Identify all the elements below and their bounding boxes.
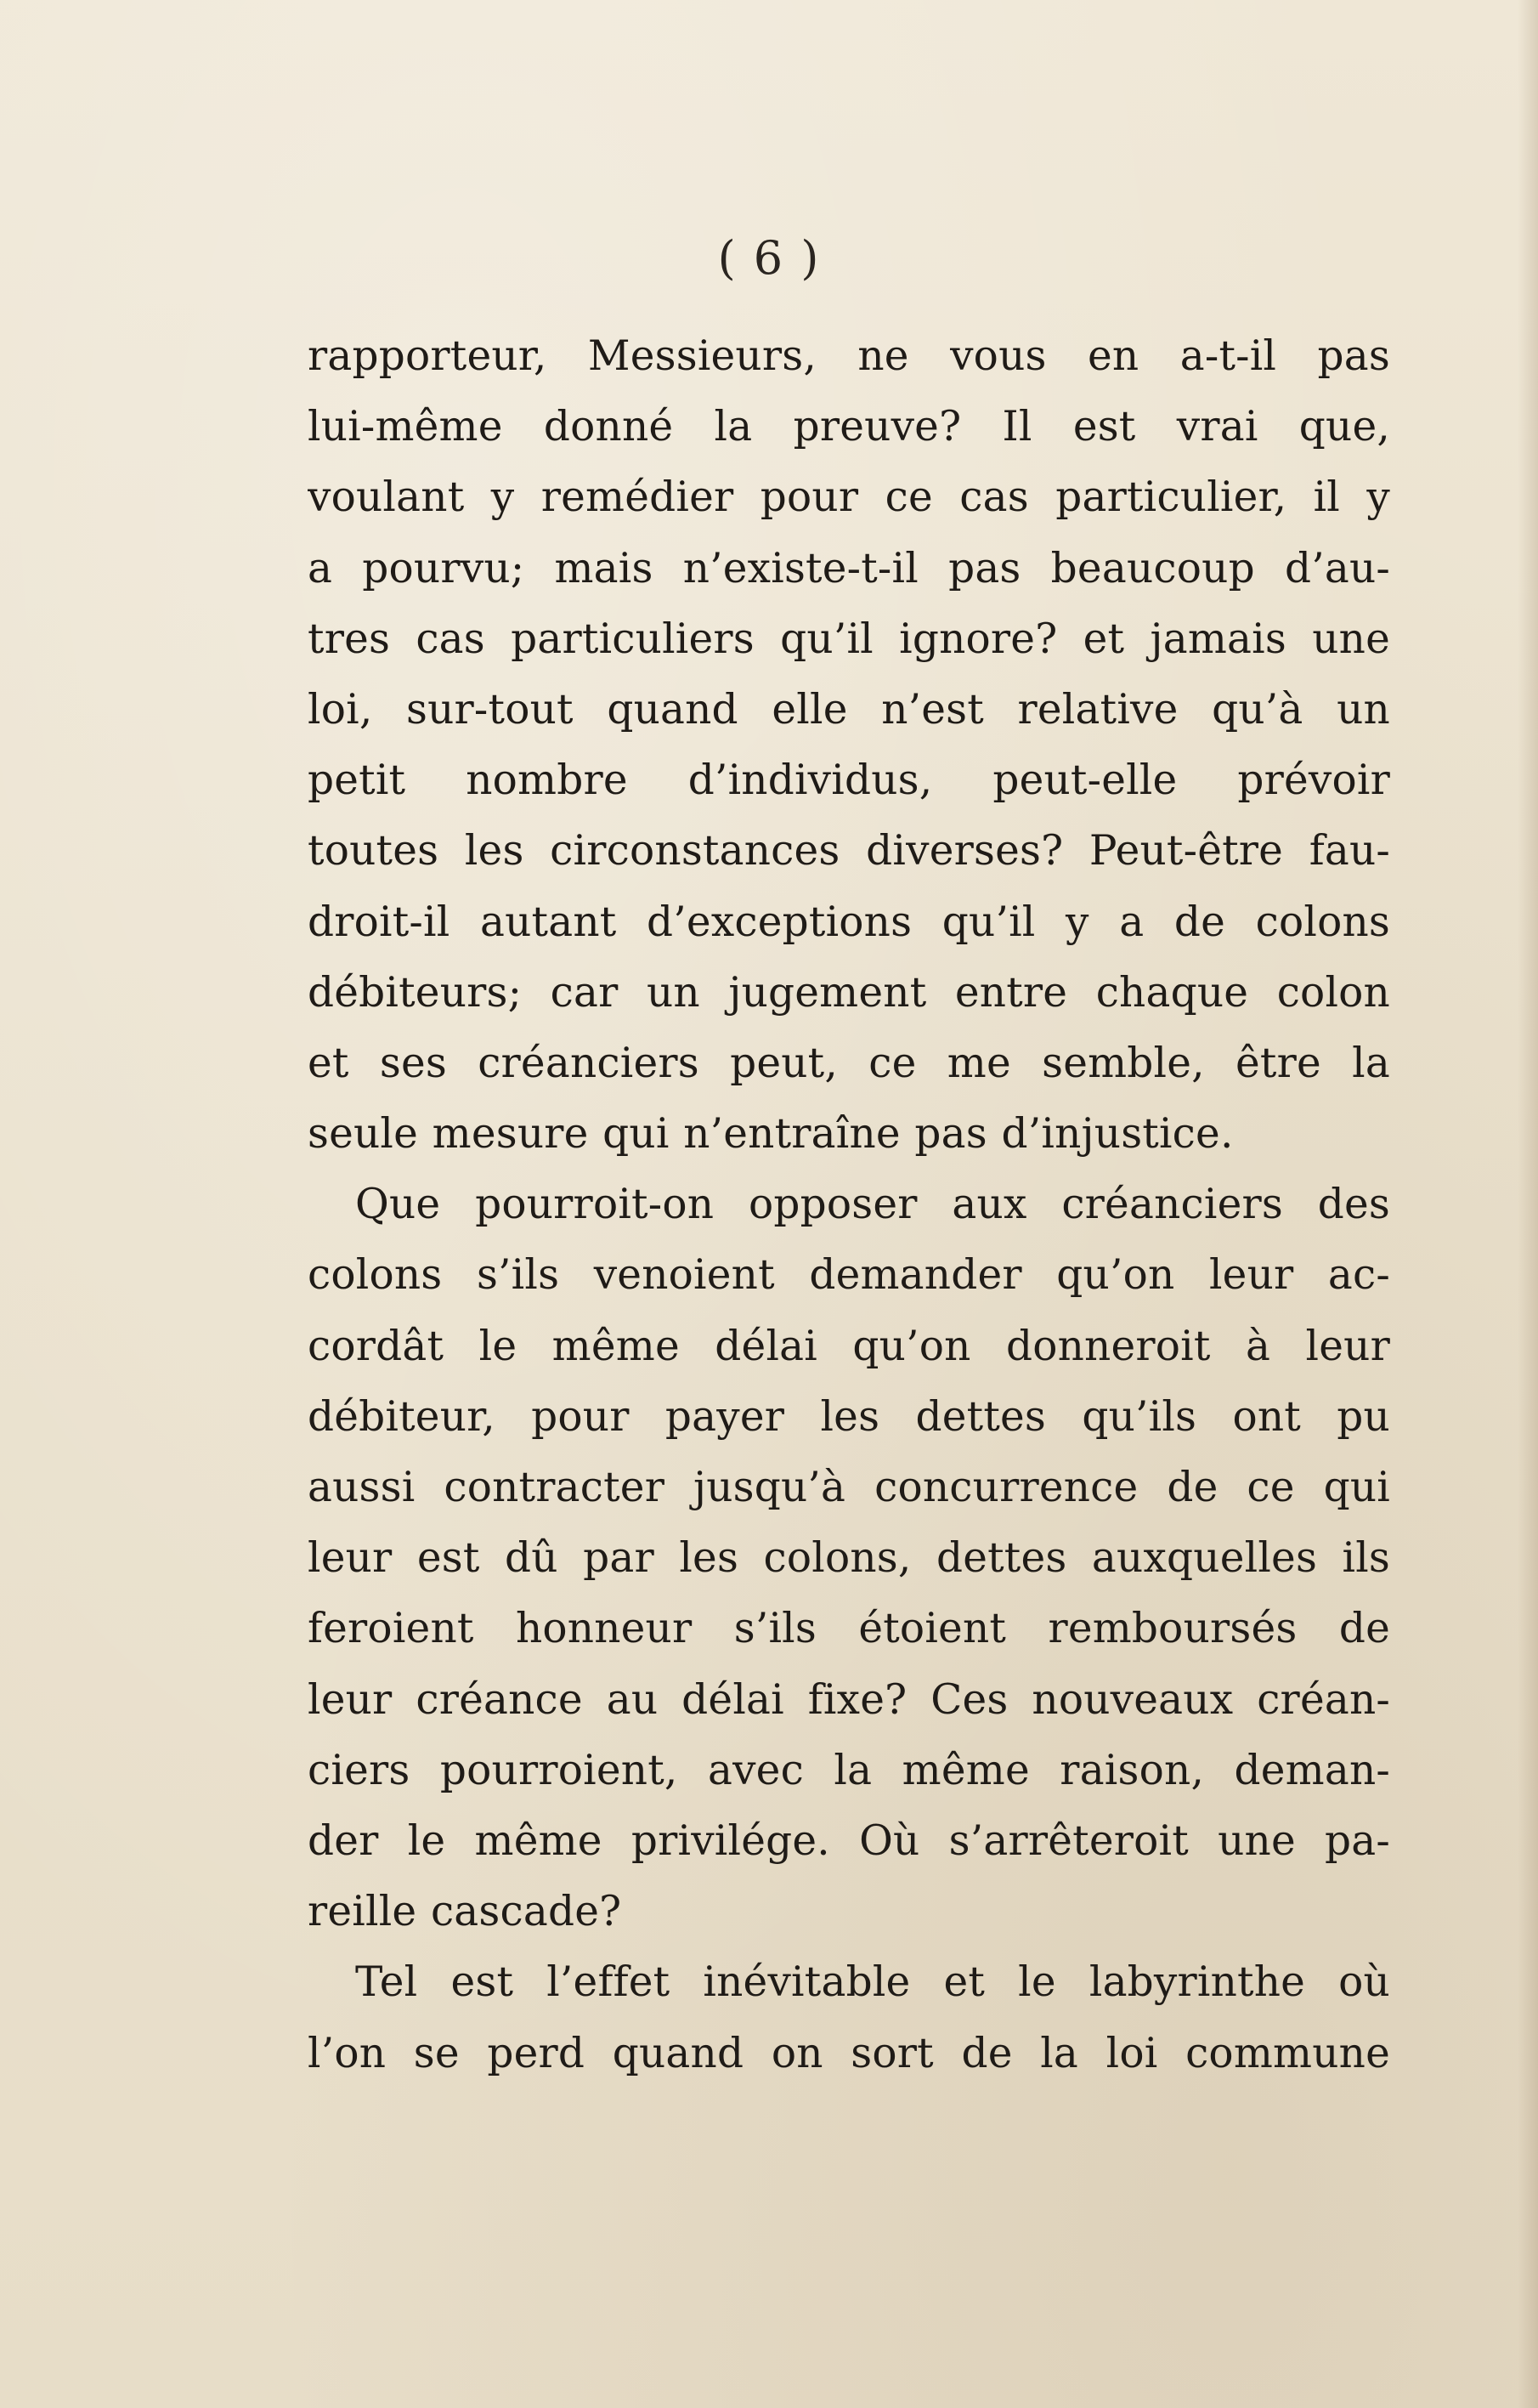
text-line: lui-même donné la preuve? Il est vrai que, — [308, 403, 1390, 451]
text-line: tres cas particuliers qu’il ignore? et jamais une — [308, 615, 1390, 663]
text-line: l’on se perd quand on sort de la loi commune — [308, 2029, 1390, 2077]
text-line: débiteur, pour payer les dettes qu’ils ont pu — [308, 1392, 1390, 1441]
text-line: voulant y remédier pour ce cas particulier, il y — [308, 473, 1390, 522]
text-line: rapporteur, Messieurs, ne vous en a-t-il pas — [308, 332, 1390, 380]
text-line: a pourvu; mais n’existe-t-il pas beaucoup d’au- — [308, 544, 1390, 592]
text-line: toutes les circonstances diverses? Peut-être fau- — [308, 827, 1390, 875]
text-line: colons s’ils venoient demander qu’on leur ac- — [308, 1251, 1390, 1300]
text-line: aussi contracter jusqu’à concurrence de ce qui — [308, 1464, 1390, 1511]
text-line: loi, sur-tout quand elle n’est relative qu’à un — [308, 685, 1390, 734]
text-line: leur créance au délai fixe? Ces nouveaux créan- — [308, 1675, 1390, 1724]
text-line: et ses créanciers peut, ce me semble, être la — [308, 1039, 1390, 1087]
text-line: débiteurs; car un jugement entre chaque colon — [308, 968, 1390, 1017]
text-line: feroient honneur s’ils étoient remboursés de — [308, 1605, 1390, 1653]
paragraph-end-line: seule mesure qui n’entraîne pas d’injustice. — [308, 1110, 1234, 1159]
paragraph-start-line: Que pourroit-on opposer aux créanciers des — [355, 1181, 1390, 1229]
text-line: der le même privilége. Où s’arrêteroit une pa- — [308, 1816, 1390, 1865]
page-number: ( 6 ) — [717, 231, 821, 285]
body-text — [308, 321, 1390, 2089]
paragraph-end-line: reille cascade? — [308, 1888, 622, 1936]
text-line: leur est dû par les colons, dettes auxquelles ils — [308, 1534, 1390, 1583]
paragraph-start-line: Tel est l’effet inévitable et le labyrinthe où — [355, 1958, 1390, 2007]
text-line: droit-il autant d’exceptions qu’il y a de colons — [308, 898, 1390, 946]
text-line: petit nombre d’individus, peut-elle prévoir — [308, 756, 1390, 805]
text-line: cordât le même délai qu’on donneroit à leur — [308, 1322, 1390, 1370]
text-line: ciers pourroient, avec la même raison, deman- — [308, 1746, 1390, 1794]
